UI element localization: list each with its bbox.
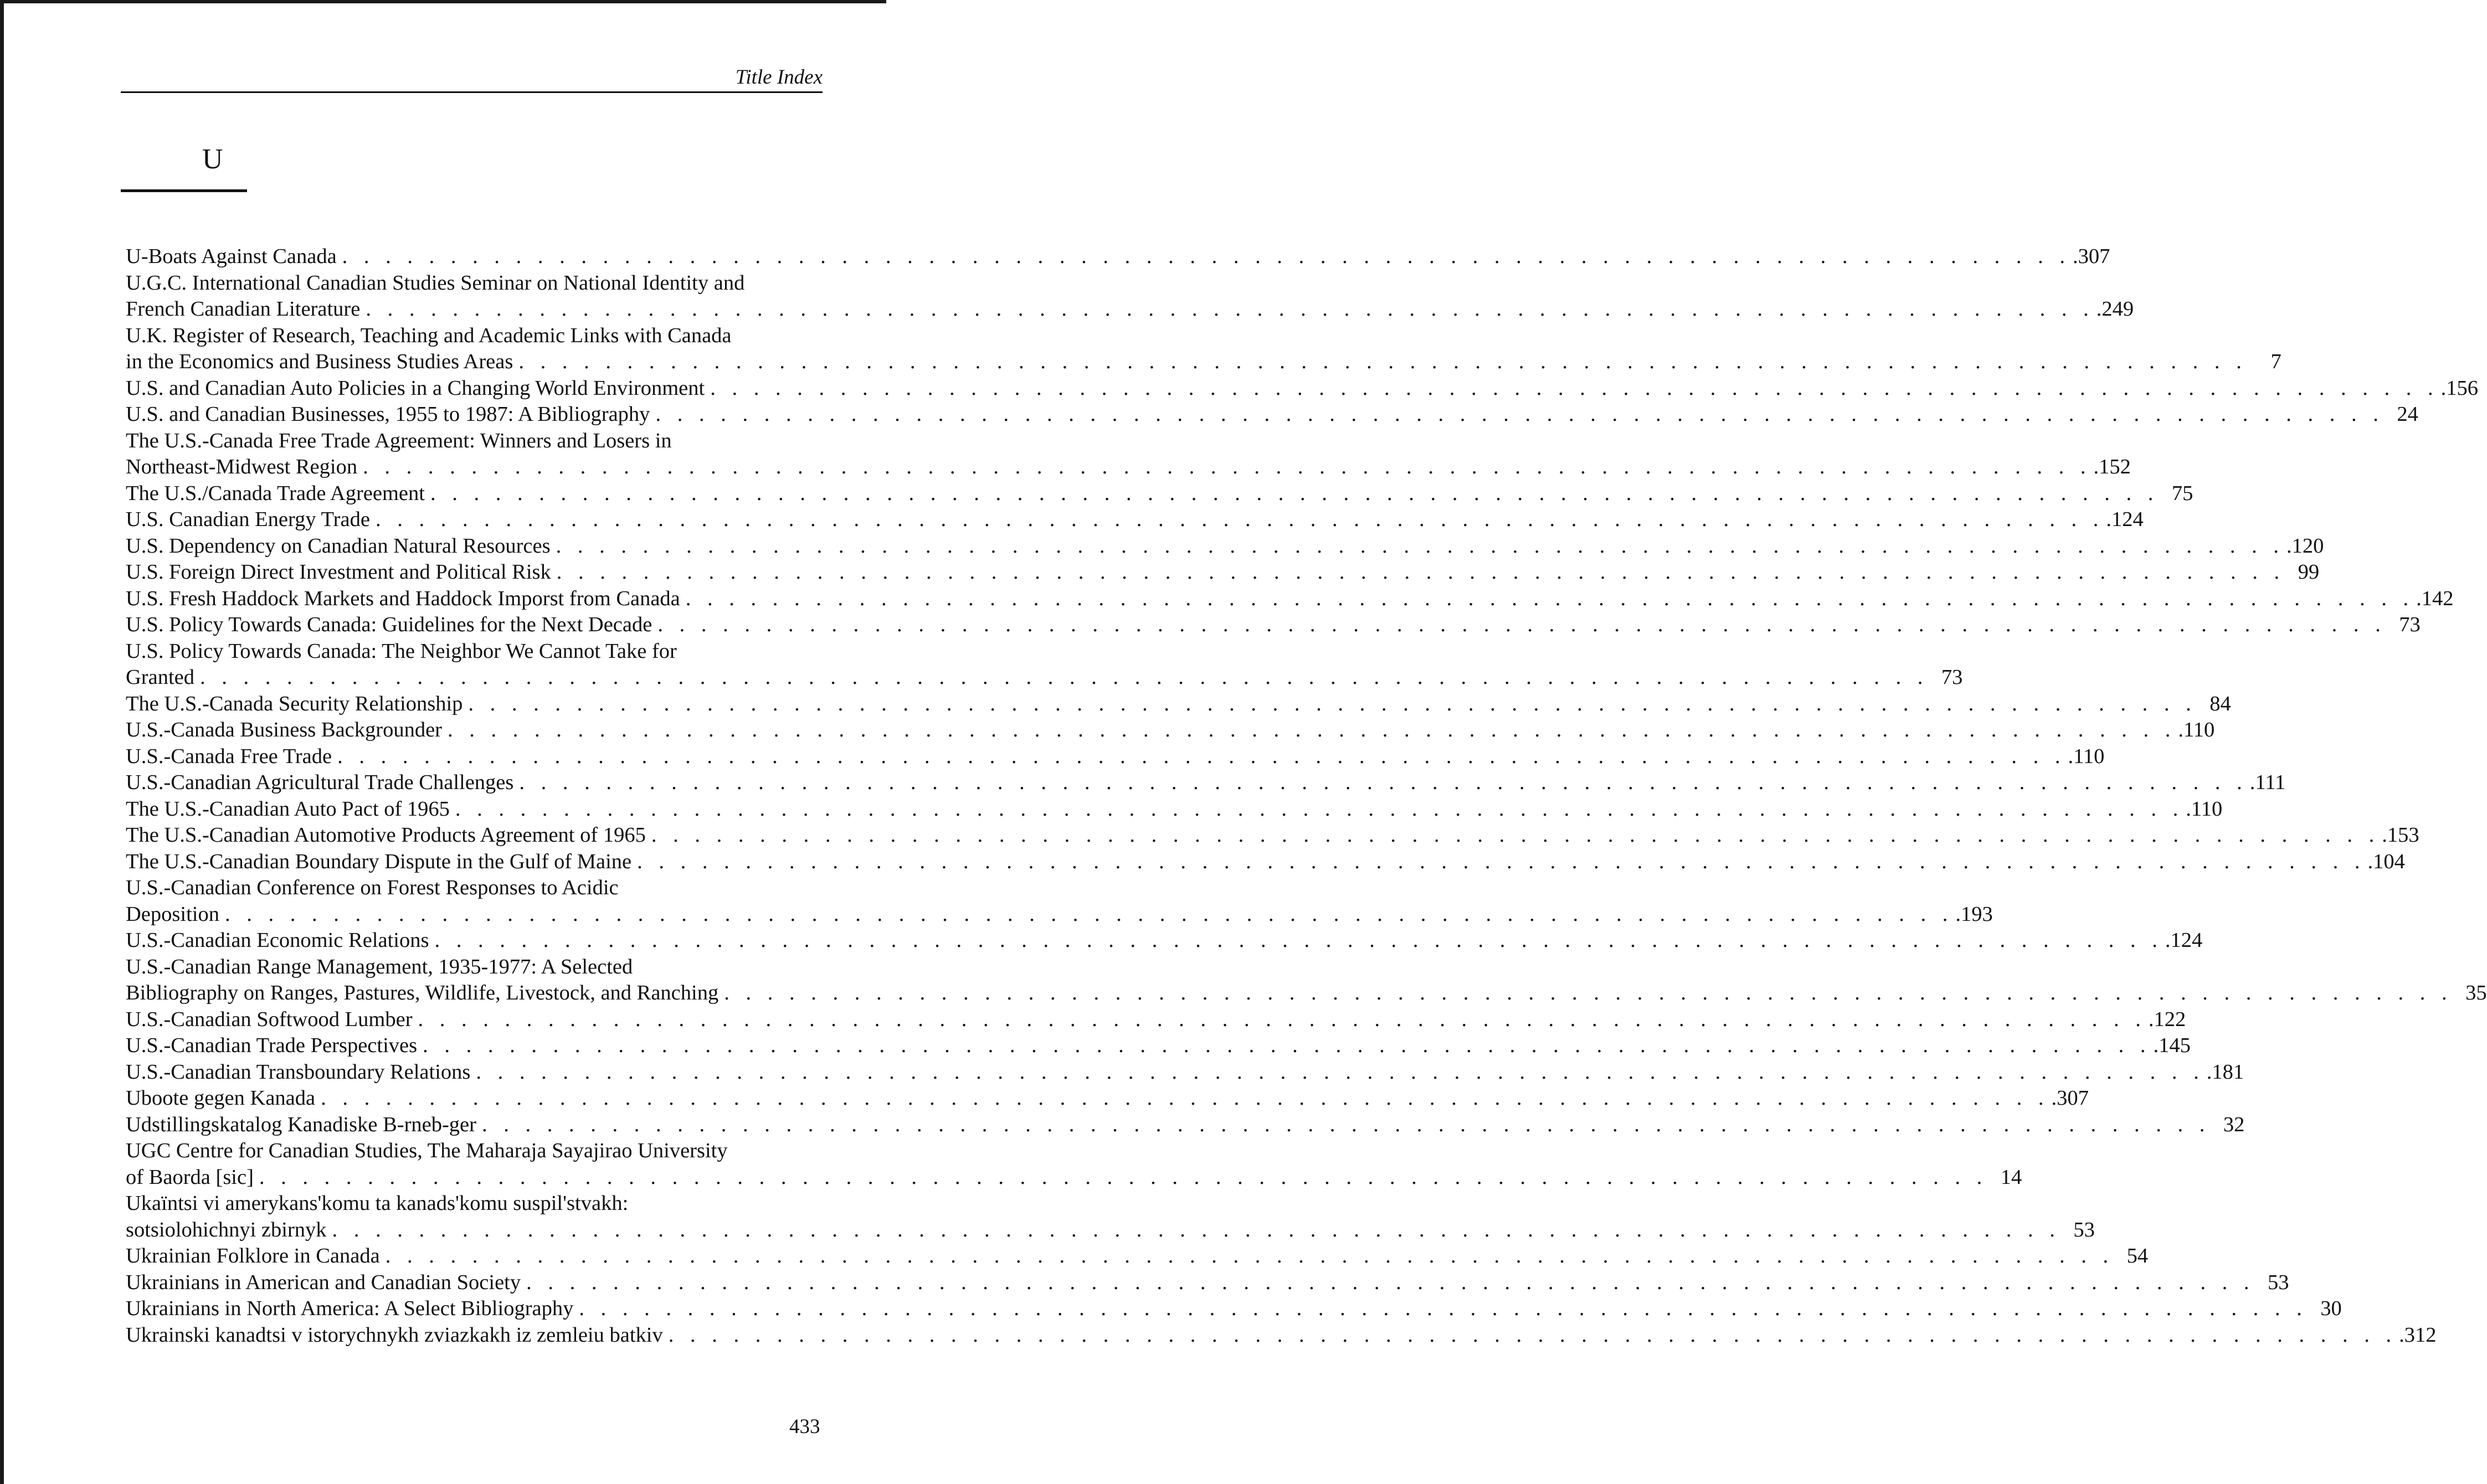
page-reference: .249 [2096,297,2134,321]
entry-title-text: U.S.-Canadian Range Management, 1935-1977: A Selected [126,955,633,978]
page-reference: .110 [2186,797,2223,821]
index-entry-line [126,375,2478,402]
dot-leader: . . . . . . . . . . . . . . . . . . . . . . . . . . . . . . . . . . . . . . . . . . . . . . . . . . . . . . . . . . . . . . . . . . . . . . . . . . . . . . . . [363,455,2092,478]
index-entry [126,638,1963,691]
index-entry-line [126,586,2454,612]
section-rule [121,189,247,192]
dot-leader: . . . . . . . . . . . . . . . . . . . . . . . . . . . . . . . . . . . . . . . . . . . . . . . . . . . . . . . . . . . . . . . . . . . . . . . . . . . . . . . . [655,403,2384,426]
page-reference: 75 [2171,481,2193,505]
entry-title-text: U.S. and Canadian Auto Policies in a Changing World Environment [126,376,705,400]
dot-leader: . . . . . . . . . . . . . . . . . . . . . . . . . . . . . . . . . . . . . . . . . . . . . . . . . . . . . . . . . . . . . . . . . . . . . . . . . . . . . . . . [200,666,1929,689]
dot-leader: . . . . . . . . . . . . . . . . . . . . . . . . . . . . . . . . . . . . . . . . . . . . . . . . . . . . . . . . . . . . . . . . . . . . . . . . . . . . . . . . [526,1270,2255,1294]
dot-leader: . . . . . . . . . . . . . . . . . . . . . . . . . . . . . . . . . . . . . . . . . . . . . . . . . . . . . . . . . . . . . . . . . . . . . . . . . . . . . . . . [447,718,2176,741]
index-entry-line [126,638,829,665]
index-entry [126,770,2286,796]
entry-title-text: Ukrainian Folklore in Canada [126,1244,380,1267]
section-letter: U [202,143,223,175]
entry-title-text: U.S. Policy Towards Canada: The Neighbor We Cannot Take for [126,639,677,663]
index-entry-line [126,1033,2191,1059]
dot-leader: . . . . . . . . . . . . . . . . . . . . . . . . . . . . . . . . . . . . . . . . . . . . . . . . . . . . . . . . . . . . . . . . . . . . . . . . . . . . . . . . [710,376,2439,400]
index-entry-line [126,296,2134,323]
index-entry-line [126,928,2203,954]
index-entry [126,822,2419,849]
index-entry [126,586,2454,612]
entry-title-text: U.K. Register of Research, Teaching and Academic Links with Canada [126,323,732,347]
entry-title-text: U.S.-Canada Business Backgrounder [126,718,442,741]
index-entry [126,1322,2437,1349]
index-entry-line [126,428,829,455]
page-reference: 32 [2223,1112,2245,1136]
index-entry-line [126,901,1993,928]
page-reference: .124 [2165,929,2203,952]
entry-title-text: Bibliography on Ranges, Pastures, Wildlife, Livestock, and Ranching [126,981,719,1004]
entry-title-text: Ukaïntsi vi amerykans'komu ta kanads'komu suspil'stvakh: [126,1192,629,1215]
page-reference: .153 [2382,823,2419,847]
index-entry [126,954,2487,1007]
dot-leader: . . . . . . . . . . . . . . . . . . . . . . . . . . . . . . . . . . . . . . . . . . . . . . . . . . . . . . . . . . . . . . . . . . . . . . . . . . . . . . . . [476,1060,2205,1084]
index-entry-line [126,507,2144,533]
index-entry [126,744,2105,770]
index-entry-line [126,1007,2186,1033]
page-reference: .110 [2178,718,2215,741]
page-reference: 53 [2268,1270,2289,1294]
index-entry [126,612,2421,638]
index-entry-line [126,323,829,349]
index-entry [126,1007,2186,1033]
page-number: 433 [789,1415,820,1438]
index-entry [126,1270,2289,1296]
dot-leader: . . . . . . . . . . . . . . . . . . . . . . . . . . . . . . . . . . . . . . . . . . . . . . . . . . . . . . . . . . . . . . . . . . . . . . . . . . . . . . . . [579,1297,2308,1320]
entry-title-text: The U.S.-Canadian Automotive Products Agreement of 1965 [126,823,646,847]
page-reference: .142 [2416,586,2454,610]
entry-title-text: sotsiolohichnyi zbirnyk [126,1218,327,1241]
index-entry [126,1191,2095,1243]
entry-title-text: The U.S.-Canadian Auto Pact of 1965 [126,797,450,821]
page-reference: .156 [2440,376,2478,400]
page-reference: .152 [2093,455,2131,478]
dot-leader: . . . . . . . . . . . . . . . . . . . . . . . . . . . . . . . . . . . . . . . . . . . . . . . . . . . . . . . . . . . . . . . . . . . . . . . . . . . . . . . . [668,1323,2397,1347]
page-reference: 35 [2465,981,2487,1004]
index-entry-line [126,796,2223,823]
page-reference: 73 [1941,666,1963,689]
entry-title-text: U.S. Policy Towards Canada: Guidelines for the Next Decade [126,613,652,636]
dot-leader: . . . . . . . . . . . . . . . . . . . . . . . . . . . . . . . . . . . . . . . . . . . . . . . . . . . . . . . . . . . . . . . . . . . . . . . . . . . . . . . . [685,586,2414,610]
index-entry [126,481,2193,507]
index-entry [126,928,2203,954]
index-entry-line [126,664,1963,691]
index-entry [126,1085,2089,1112]
page-reference: .122 [2148,1007,2186,1031]
index-entry [126,796,2223,823]
index-entry-line [126,954,829,981]
index-entry [126,533,2324,560]
entry-title-text: U.S.-Canadian Softwood Lumber [126,1007,413,1031]
index-entry-line [126,1112,2245,1138]
index-entry-line [126,770,2286,796]
entry-title-text: Uboote gegen Kanada [126,1086,316,1110]
entry-title-text: U.S.-Canadian Agricultural Trade Challenges [126,771,514,794]
index-entry-line [126,454,2131,481]
index-entry [126,1059,2244,1086]
index-entry-line [126,875,829,901]
page-reference: 30 [2320,1297,2342,1320]
entry-title-text: U.S. Foreign Direct Investment and Political Risk [126,560,551,584]
page-reference: .111 [2249,771,2286,794]
entry-title-text: U.S.-Canadian Conference on Forest Responses to Acidic [126,876,619,899]
entry-title-text: U.S. Canadian Energy Trade [126,508,370,531]
index-entry-line [126,822,2419,849]
page-reference: 14 [2000,1165,2022,1189]
index-entry-line [126,1191,829,1217]
entry-title-text: Deposition [126,902,219,926]
page-reference: .110 [2068,744,2105,768]
index-entry-line [126,559,2320,586]
index-entry-line [126,691,2231,718]
entry-title-text: The U.S.-Canadian Boundary Dispute in the Gulf of Maine [126,849,632,873]
entry-title-text: UGC Centre for Canadian Studies, The Maharaja Sayajirao University [126,1139,728,1162]
entry-title-text: Granted [126,666,194,689]
entry-title-text: U.S. Dependency on Canadian Natural Resources [126,534,551,558]
dot-leader: . . . . . . . . . . . . . . . . . . . . . . . . . . . . . . . . . . . . . . . . . . . . . . . . . . . . . . . . . . . . . . . . . . . . . . . . . . . . . . . . [637,849,2366,873]
entry-title-text: The U.S.-Canada Security Relationship [126,692,463,715]
index-entry [126,323,2282,375]
dot-leader: . . . . . . . . . . . . . . . . . . . . . . . . . . . . . . . . . . . . . . . . . . . . . . . . . . . . . . . . . . . . . . . . . . . . . . . . . . . . . . . . [455,797,2184,821]
index-entry-line [126,849,2405,875]
dot-leader: . . . . . . . . . . . . . . . . . . . . . . . . . . . . . . . . . . . . . . . . . . . . . . . . . . . . . . . . . . . . . . . . . . . . . . . . . . . . . . . . [224,902,1954,926]
dot-leader: . . . . . . . . . . . . . . . . . . . . . . . . . . . . . . . . . . . . . . . . . . . . . . . . . . . . . . . . . . . . . . . . . . . . . . . . . . . . . . . . [556,560,2285,584]
entry-title-text: U.G.C. International Canadian Studies Seminar on National Identity and [126,271,745,295]
index-entry-line [126,533,2324,560]
index-entry-line [126,1085,2089,1112]
page-reference: 54 [2126,1244,2149,1267]
dot-leader: . . . . . . . . . . . . . . . . . . . . . . . . . . . . . . . . . . . . . . . . . . . . . . . . . . . . . . . . . . . . . . . . . . . . . . . . . . . . . . . . [651,823,2380,847]
index-entry [126,1033,2191,1059]
entry-title-text: U.S. Fresh Haddock Markets and Haddock Imporst from Canada [126,586,680,610]
index-entry [126,401,2418,428]
dot-leader: . . . . . . . . . . . . . . . . . . . . . . . . . . . . . . . . . . . . . . . . . . . . . . . . . . . . . . . . . . . . . . . . . . . . . . . . . . . . . . . . [342,245,2071,268]
page-reference: .307 [2073,245,2110,268]
entry-title-text: of Baorda [sic] [126,1165,254,1189]
dot-leader: . . . . . . . . . . . . . . . . . . . . . . . . . . . . . . . . . . . . . . . . . . . . . . . . . . . . . . . . . . . . . . . . . . . . . . . . . . . . . . . . [366,297,2094,321]
dot-leader: . . . . . . . . . . . . . . . . . . . . . . . . . . . . . . . . . . . . . . . . . . . . . . . . . . . . . . . . . . . . . . . . . . . . . . . . . . . . . . . . [657,613,2386,636]
index-entry [126,507,2144,533]
page-reference: .124 [2106,508,2144,531]
entry-title-text: U.S.-Canada Free Trade [126,744,332,768]
dot-leader: . . . . . . . . . . . . . . . . . . . . . . . . . . . . . . . . . . . . . . . . . . . . . . . . . . . . . . . . . . . . . . . . . . . . . . . . . . . . . . . . [332,1218,2060,1241]
entry-title-text: U.S. and Canadian Businesses, 1955 to 1987: A Bibliography [126,403,650,426]
index-entry [126,559,2320,586]
index-entry-line [126,1164,2022,1191]
index-entry-line [126,1270,2289,1296]
dot-leader: . . . . . . . . . . . . . . . . . . . . . . . . . . . . . . . . . . . . . . . . . . . . . . . . . . . . . . . . . . . . . . . . . . . . . . . . . . . . . . . . [259,1165,1988,1189]
index-entry-line [126,349,2282,375]
dot-leader: . . . . . . . . . . . . . . . . . . . . . . . . . . . . . . . . . . . . . . . . . . . . . . . . . . . . . . . . . . . . . . . . . . . . . . . . . . . . . . . . [434,929,2163,952]
index-entry [126,717,2215,744]
page-reference: .181 [2206,1060,2244,1084]
page-reference: 73 [2399,613,2421,636]
index-entry-line [126,401,2418,428]
page-reference: .120 [2286,534,2324,558]
page-reference: 7 [2270,350,2282,373]
top-scan-border [0,0,886,3]
index-entry-line [126,717,2215,744]
index-entry-line [126,980,2487,1007]
entry-title-text: The U.S.-Canada Free Trade Agreement: Winners and Losers in [126,429,672,452]
entry-title-text: Udstillingskatalog Kanadiske B-rneb-ger [126,1112,476,1136]
page-reference: .145 [2153,1034,2191,1057]
index-entry [126,244,2110,270]
dot-leader: . . . . . . . . . . . . . . . . . . . . . . . . . . . . . . . . . . . . . . . . . . . . . . . . . . . . . . . . . . . . . . . . . . . . . . . . . . . . . . . . [468,692,2197,715]
page-reference: 24 [2397,403,2418,426]
index-entry [126,1138,2022,1191]
dot-leader: . . . . . . . . . . . . . . . . . . . . . . . . . . . . . . . . . . . . . . . . . . . . . . . . . . . . . . . . . . . . . . . . . . . . . . . . . . . . . . . . [518,350,2247,373]
index-entry-line [126,270,829,297]
running-header: Title Index [735,66,823,89]
index-entry [126,1112,2245,1138]
entry-title-text: Northeast-Midwest Region [126,455,358,478]
dot-leader: . . . . . . . . . . . . . . . . . . . . . . . . . . . . . . . . . . . . . . . . . . . . . . . . . . . . . . . . . . . . . . . . . . . . . . . . . . . . . . . . [418,1007,2146,1031]
page-reference: .307 [2051,1086,2089,1110]
index-entry [126,691,2231,718]
index-entry [126,428,2131,481]
index-entry-line [126,1296,2342,1322]
dot-leader: . . . . . . . . . . . . . . . . . . . . . . . . . . . . . . . . . . . . . . . . . . . . . . . . . . . . . . . . . . . . . . . . . . . . . . . . . . . . . . . . [519,771,2248,794]
dot-leader: . . . . . . . . . . . . . . . . . . . . . . . . . . . . . . . . . . . . . . . . . . . . . . . . . . . . . . . . . . . . . . . . . . . . . . . . . . . . . . . . [375,508,2104,531]
header-rule [121,91,823,93]
index-entry [126,375,2478,402]
page-reference: 53 [2073,1218,2095,1241]
index-entry-line [126,1243,2149,1270]
entry-title-text: Ukrainski kanadtsi v istorychnykh zviazkakh iz zemleiu batkiv [126,1323,663,1347]
entry-title-text: U.S.-Canadian Trade Perspectives [126,1034,418,1057]
index-entry [126,1296,2342,1322]
entry-title-text: U.S.-Canadian Economic Relations [126,929,429,952]
dot-leader: . . . . . . . . . . . . . . . . . . . . . . . . . . . . . . . . . . . . . . . . . . . . . . . . . . . . . . . . . . . . . . . . . . . . . . . . . . . . . . . . [321,1086,2049,1110]
entry-title-text: in the Economics and Business Studies Areas [126,350,513,373]
entry-title-text: The U.S./Canada Trade Agreement [126,481,425,505]
left-scan-border [0,0,4,1484]
page-reference: .312 [2399,1323,2437,1347]
index-entry-line [126,612,2421,638]
index-entry [126,1243,2149,1270]
index-entry-line [126,1138,829,1164]
entry-title-text: French Canadian Literature [126,297,361,321]
index-entry-line [126,244,2110,270]
index-entry-line [126,1322,2437,1349]
entry-title-text: U.S.-Canadian Transboundary Relations [126,1060,471,1084]
index-entry-line [126,1217,2095,1244]
index-entry-line [126,1059,2244,1086]
page-reference: .104 [2367,849,2405,873]
entry-title-text: Ukrainians in American and Canadian Society [126,1270,521,1294]
index-entry-line [126,744,2105,770]
dot-leader: . . . . . . . . . . . . . . . . . . . . . . . . . . . . . . . . . . . . . . . . . . . . . . . . . . . . . . . . . . . . . . . . . . . . . . . . . . . . . . . . [724,981,2453,1004]
dot-leader: . . . . . . . . . . . . . . . . . . . . . . . . . . . . . . . . . . . . . . . . . . . . . . . . . . . . . . . . . . . . . . . . . . . . . . . . . . . . . . . . [337,744,2066,768]
index-entry [126,849,2405,875]
dot-leader: . . . . . . . . . . . . . . . . . . . . . . . . . . . . . . . . . . . . . . . . . . . . . . . . . . . . . . . . . . . . . . . . . . . . . . . . . . . . . . . . [385,1244,2114,1267]
dot-leader: . . . . . . . . . . . . . . . . . . . . . . . . . . . . . . . . . . . . . . . . . . . . . . . . . . . . . . . . . . . . . . . . . . . . . . . . . . . . . . . . [556,534,2284,558]
entry-title-text: U-Boats Against Canada [126,245,337,268]
index-entry [126,875,1993,928]
dot-leader: . . . . . . . . . . . . . . . . . . . . . . . . . . . . . . . . . . . . . . . . . . . . . . . . . . . . . . . . . . . . . . . . . . . . . . . . . . . . . . . . [481,1112,2211,1136]
page-reference: 84 [2209,692,2231,715]
dot-leader: . . . . . . . . . . . . . . . . . . . . . . . . . . . . . . . . . . . . . . . . . . . . . . . . . . . . . . . . . . . . . . . . . . . . . . . . . . . . . . . . [423,1034,2151,1057]
index-entry [126,270,2134,323]
title-index-list [126,244,2487,1348]
dot-leader: . . . . . . . . . . . . . . . . . . . . . . . . . . . . . . . . . . . . . . . . . . . . . . . . . . . . . . . . . . . . . . . . . . . . . . . . . . . . . . . . [430,481,2159,505]
page-reference: 99 [2298,560,2320,584]
index-entry-line [126,481,2193,507]
page-reference: .193 [1955,902,1993,926]
entry-title-text: Ukrainians in North America: A Select Bibliography [126,1297,574,1320]
